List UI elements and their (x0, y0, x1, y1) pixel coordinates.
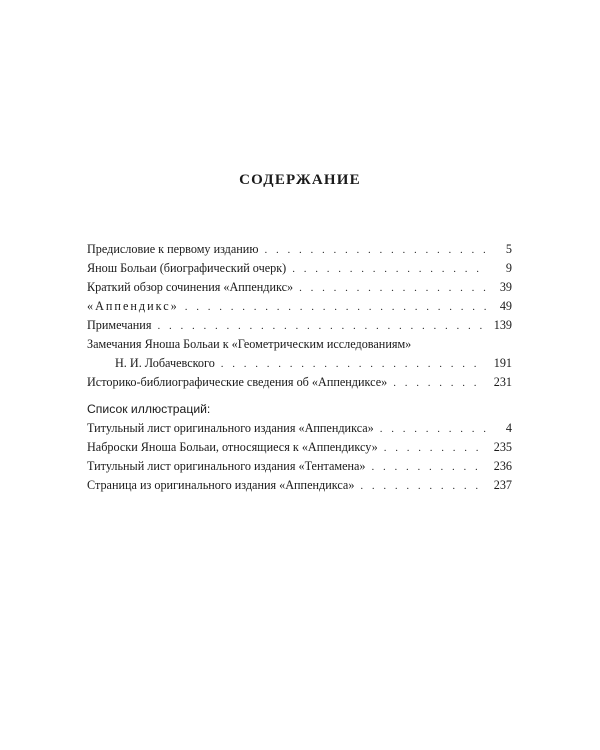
toc-entry-page: 231 (493, 375, 512, 389)
illustrations-list (87, 421, 512, 497)
toc-leader-dots (384, 442, 486, 454)
toc-leader-dots (299, 282, 486, 294)
toc-leader-dots (185, 301, 486, 313)
toc-entry-page: 39 (499, 280, 512, 294)
toc-entry-title: «Аппендикс» (87, 299, 179, 313)
toc-leader-dots (372, 461, 486, 473)
toc-entry[interactable] (87, 299, 512, 318)
illustration-page: 235 (493, 440, 512, 454)
toc-entry-title: Историко-библиографические сведения об «Аппендиксе» (87, 375, 388, 389)
toc-entry-title: Замечания Яноша Больаи к «Геометрическим исследованиям» (87, 337, 412, 351)
toc-entry-page: 5 (505, 242, 512, 256)
toc-entry[interactable] (87, 280, 512, 299)
illustration-title: Наброски Яноша Больаи, относящиеся к «Аппендиксу» (87, 440, 378, 454)
illustration-entry[interactable] (87, 421, 512, 440)
toc-entry-continuation[interactable] (87, 356, 512, 375)
illustrations-heading: Список иллюстраций: (87, 402, 211, 416)
illustration-title: Страница из оригинального издания «Аппендикса» (87, 478, 355, 492)
illustration-entry[interactable] (87, 478, 512, 497)
toc-leader-dots (157, 320, 486, 332)
toc-entry[interactable] (87, 261, 512, 280)
toc-entry[interactable] (87, 318, 512, 337)
toc-leader-dots (360, 480, 486, 492)
toc-entry-page: 191 (493, 356, 512, 370)
toc-entry-page: 9 (505, 261, 512, 275)
illustration-title: Титульный лист оригинального издания «Аппендикса» (87, 421, 374, 435)
toc-entry-title: Краткий обзор сочинения «Аппендикс» (87, 280, 294, 294)
page-title: СОДЕРЖАНИЕ (239, 172, 361, 188)
toc-leader-dots (292, 263, 486, 275)
toc-entry-page: 49 (499, 299, 512, 313)
toc-entry[interactable] (87, 375, 512, 394)
toc-entry-title: Н. И. Лобачевского (115, 356, 215, 370)
toc-leader-dots (393, 377, 486, 389)
toc-entry-page: 139 (493, 318, 512, 332)
table-of-contents (87, 242, 512, 394)
illustration-page: 236 (493, 459, 512, 473)
toc-entry-title: Примечания (87, 318, 152, 332)
toc-leader-dots (380, 423, 486, 435)
illustration-page: 237 (493, 478, 512, 492)
illustration-title: Титульный лист оригинального издания «Тентамена» (87, 459, 366, 473)
toc-leader-dots (264, 244, 486, 256)
toc-entry-title: Янош Больаи (биографический очерк) (87, 261, 287, 275)
toc-entry-title: Предисловие к первому изданию (87, 242, 259, 256)
toc-entry[interactable] (87, 337, 512, 356)
illustration-entry[interactable] (87, 459, 512, 478)
toc-leader-dots (221, 358, 486, 370)
illustration-entry[interactable] (87, 440, 512, 459)
illustration-page: 4 (505, 421, 512, 435)
toc-entry[interactable] (87, 242, 512, 261)
